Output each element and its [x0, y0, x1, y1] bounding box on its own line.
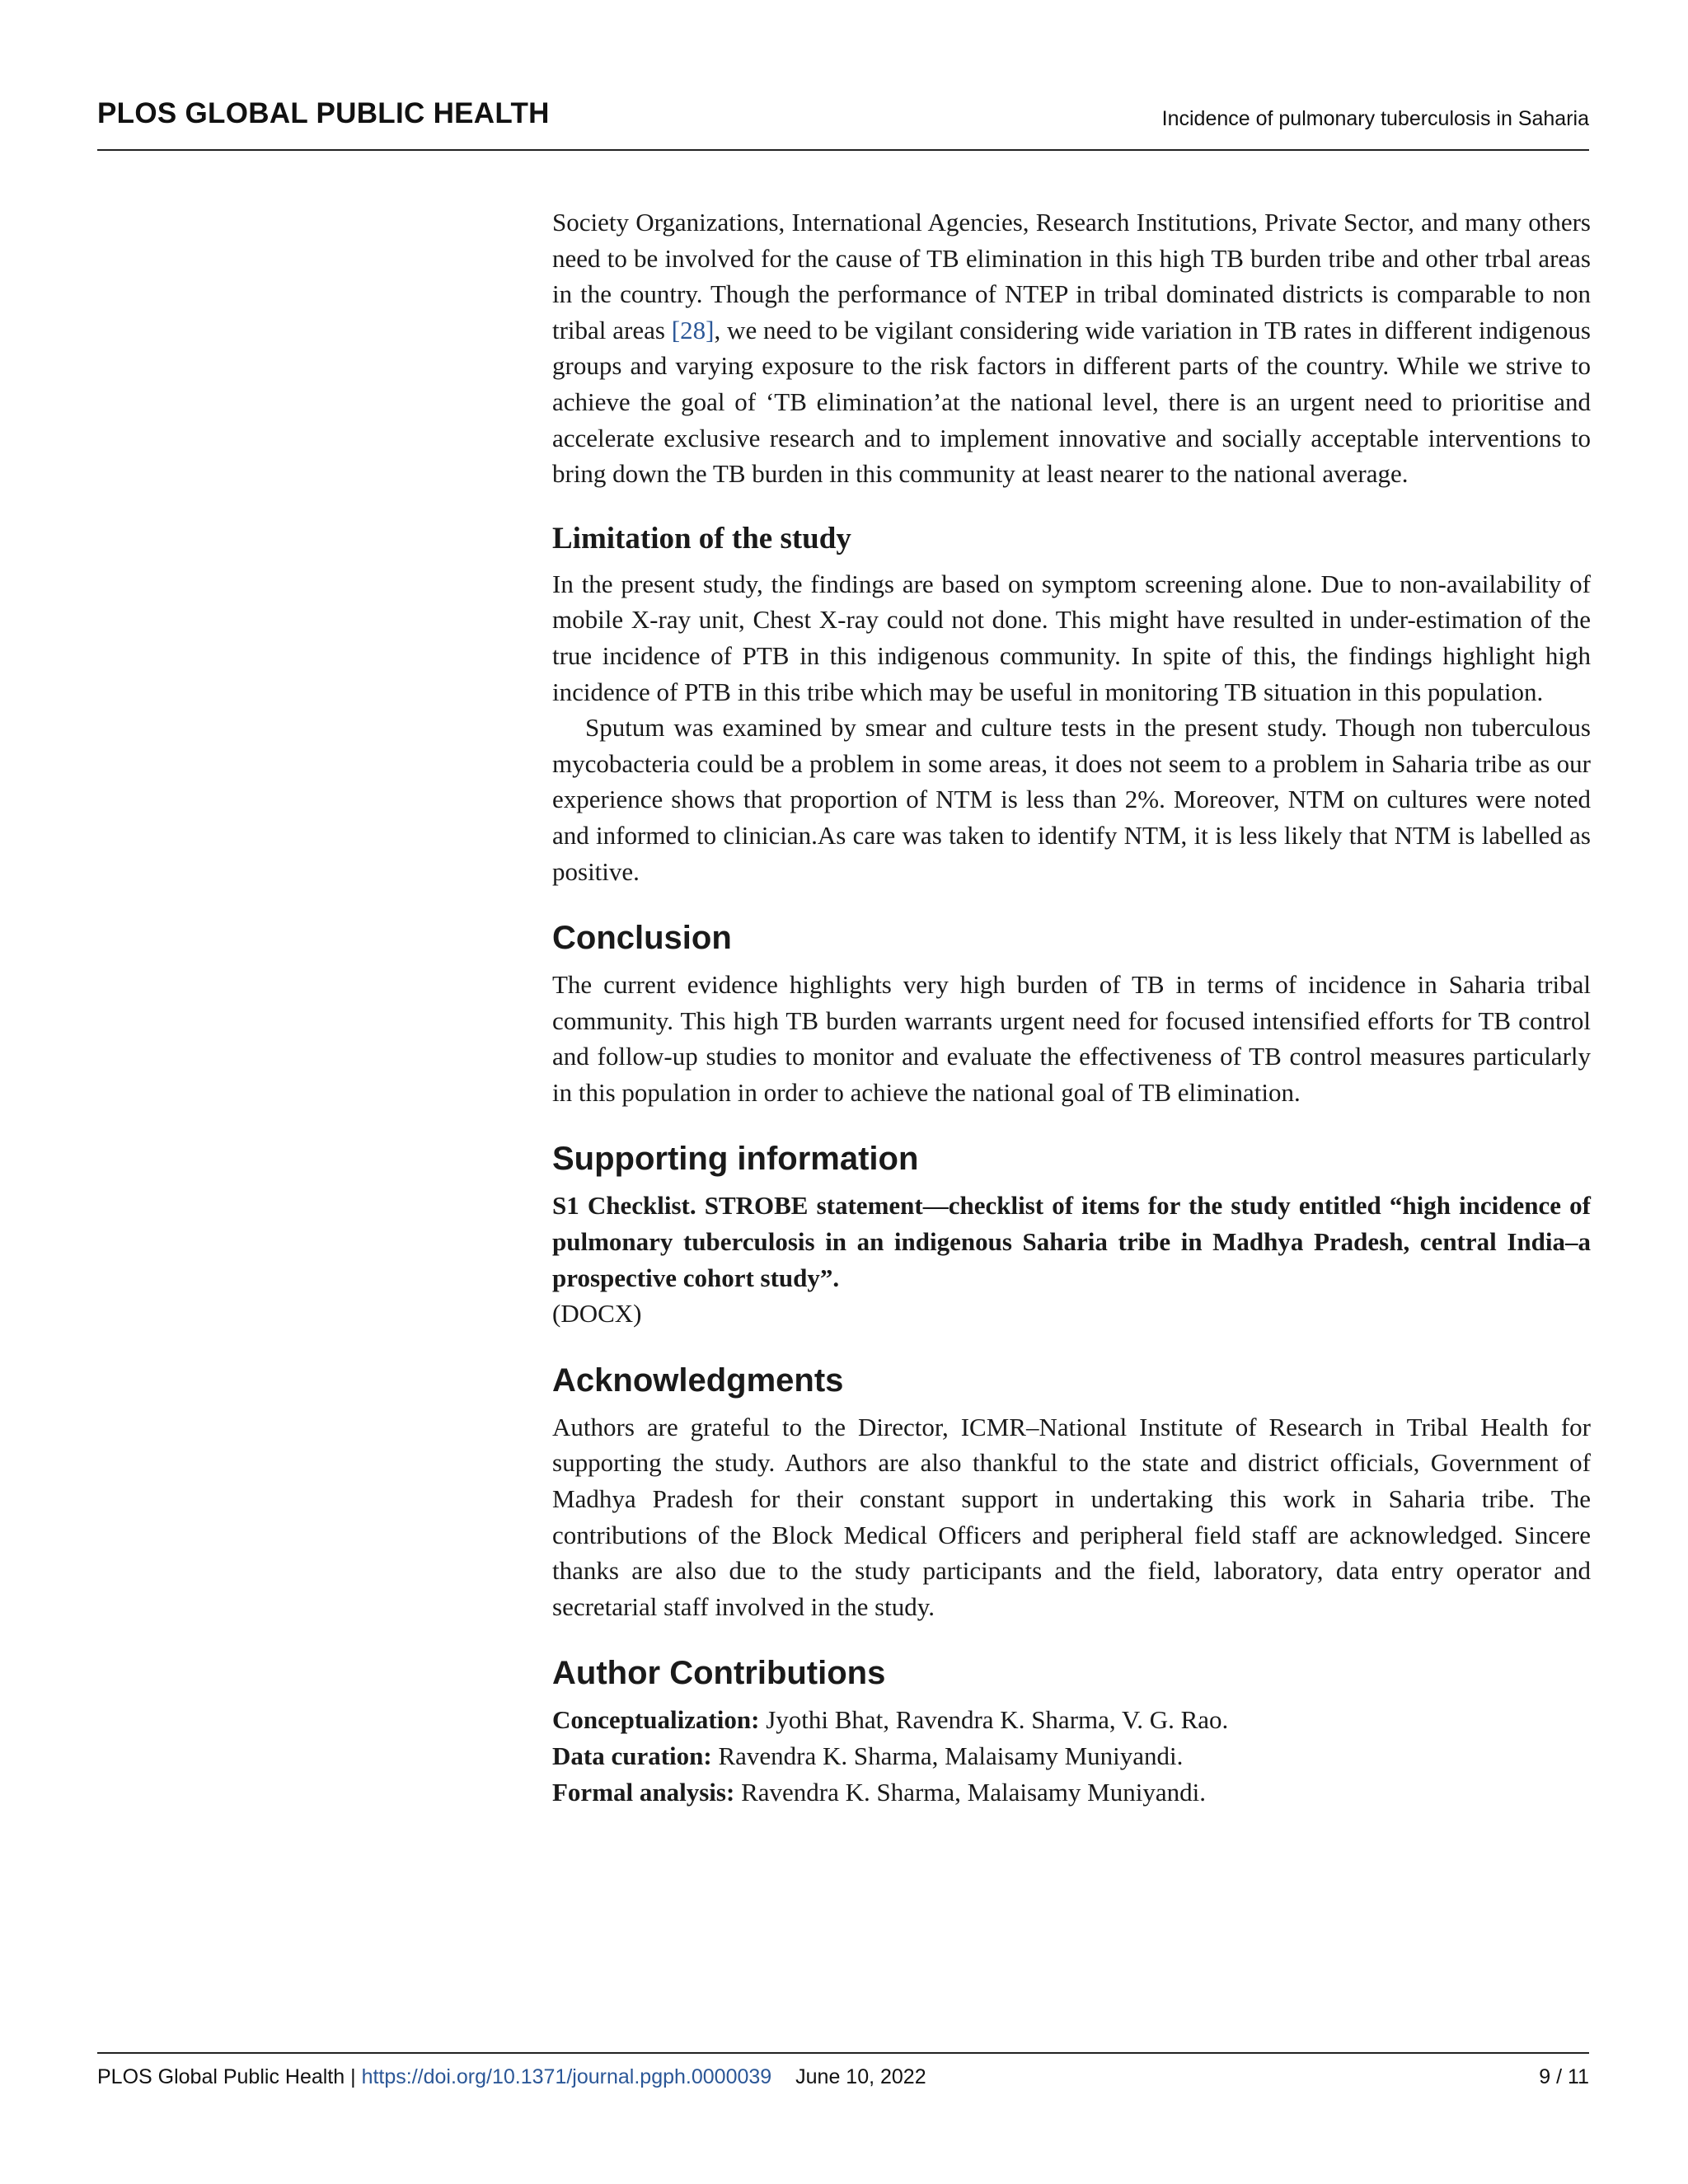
intro-paragraph: [552, 204, 1591, 492]
journal-name: PLOS GLOBAL PUBLIC HEALTH: [97, 97, 550, 129]
contribution-item: [552, 1702, 1591, 1738]
author-contributions-heading: Author Contributions: [552, 1655, 886, 1692]
intro-text-2: , we need to be vigilant considering wide variation in TB rates in different indigenous groups and varying exposure to the risk factors in different parts of the country. While we strive to achieve the goal of ‘TB elimination’at the national level, there is an urgent need to prioritise and accelerate exclusive research and to implement innovative and socially acceptable interventions to bring down the TB burden in this community at least nearer to the national average.: [552, 315, 1591, 489]
contribution-item: [552, 1738, 1591, 1774]
reference-link-28[interactable]: 28: [680, 315, 706, 344]
supporting-info-file-type: (DOCX): [552, 1299, 642, 1329]
supporting-info-heading: Supporting information: [552, 1141, 919, 1178]
article-body: [552, 204, 1591, 1810]
contribution-role: Conceptualization:: [552, 1705, 760, 1735]
limitation-paragraph-1: In the present study, the findings are based on symptom screening alone. Due to non-availability of mobile X-ray unit, Chest X-ray could not done. This might have resulted in under-estimation of the true incidence of PTB in this indigenous community. In spite of this, the findings highlight high incidence of PTB in this tribe which may be useful in monitoring TB situation in this population.: [552, 569, 1591, 706]
ref-open-bracket: [: [671, 315, 681, 344]
running-title: Incidence of pulmonary tuberculosis in Saharia: [1161, 107, 1589, 130]
contribution-role: Formal analysis:: [552, 1777, 735, 1807]
acknowledgments-heading: Acknowledgments: [552, 1361, 844, 1399]
contribution-item: [552, 1774, 1591, 1811]
header-divider: [97, 149, 1589, 151]
ref-close-bracket: ]: [706, 315, 715, 344]
supporting-info-item-title[interactable]: S1 Checklist. STROBE statement—checklist of items for the study entitled “high incidence of pulmonary tuberculosis in an indigenous Saharia tribe in Madhya Pradesh, central India–a prospective cohort study”.: [552, 1191, 1591, 1292]
footer-divider: [97, 2052, 1589, 2054]
contribution-names: Jyothi Bhat, Ravendra K. Sharma, V. G. Rao.: [766, 1705, 1229, 1735]
limitation-heading: Limitation of the study: [552, 521, 851, 555]
conclusion-paragraph: The current evidence highlights very high burden of TB in terms of incidence in Saharia tribal community. This high TB burden warrants urgent need for focused intensified efforts for TB control and follow-up studies to monitor and evaluate the effectiveness of TB control measures particularly in this population in order to achieve the national goal of TB elimination.: [552, 970, 1591, 1107]
footer-journal: PLOS Global Public Health |: [97, 2065, 356, 2088]
contribution-names: Ravendra K. Sharma, Malaisamy Muniyandi.: [718, 1741, 1184, 1770]
footer: [97, 2065, 926, 2089]
conclusion-heading: Conclusion: [552, 920, 732, 957]
doi-link[interactable]: https://doi.org/10.1371/journal.pgph.0000039: [361, 2065, 772, 2088]
contribution-names: Ravendra K. Sharma, Malaisamy Muniyandi.: [741, 1777, 1206, 1807]
publication-date: June 10, 2022: [795, 2065, 926, 2088]
limitation-paragraph-2: Sputum was examined by smear and culture tests in the present study. Though non tuberculous mycobacteria could be a problem in some areas, it does not seem to a problem in Saharia tribe as our experience shows that proportion of NTM is less than 2%. Moreover, NTM on cultures were noted and informed to clinician.As care was taken to identify NTM, it is less likely that NTM is labelled as positive.: [552, 713, 1591, 886]
intro-text-1: Society Organizations, International Agencies, Research Institutions, Private Sector, and many others need to be involved for the cause of TB elimination in this high TB burden tribe and other trbal areas in the country. Though the performance of NTEP in tribal dominated districts is comparable to non tribal areas: [552, 208, 1591, 344]
acknowledgments-paragraph: Authors are grateful to the Director, ICMR–National Institute of Research in Tribal Health for supporting the study. Authors are also thankful to the state and district officials, Government of Madhya Pradesh for their constant support in undertaking this work in Saharia tribe. The contributions of the Block Medical Officers and peripheral field staff are acknowledged. Sincere thanks are also due to the study participants and the field, laboratory, data entry operator and secretarial staff involved in the study.: [552, 1412, 1591, 1621]
contribution-role: Data curation:: [552, 1741, 712, 1770]
page-number: 9 / 11: [1539, 2065, 1589, 2088]
